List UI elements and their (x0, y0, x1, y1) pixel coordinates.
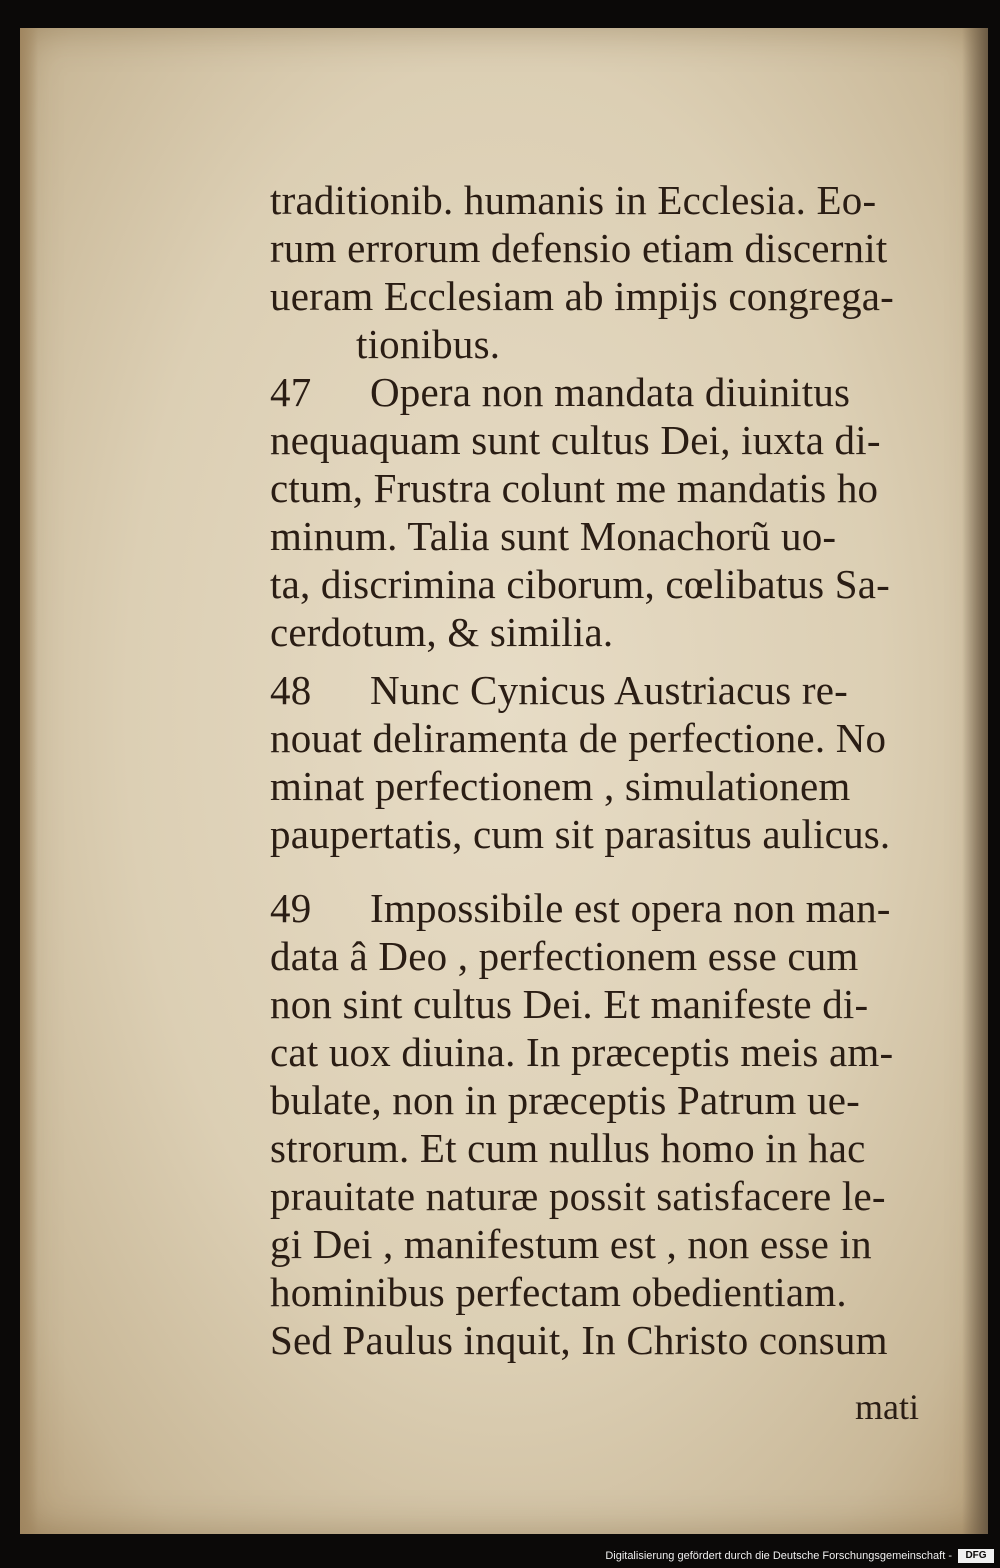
paragraph-47 (270, 368, 960, 656)
text-line: traditionib. humanis in Ecclesia. Eo- (270, 177, 877, 223)
paragraph-49 (270, 884, 960, 1364)
text-line: cerdotum, & similia. (270, 609, 614, 655)
paragraph-number: 49 (270, 885, 312, 931)
footer-bar (0, 1534, 1000, 1568)
text-line: strorum. Et cum nullus homo in hac (270, 1125, 866, 1171)
catchword: mati (855, 1387, 919, 1427)
text-line: gi Dei , manifestum est , non esse in (270, 1221, 872, 1267)
text-line: hominibus perfectam obedientiam. (270, 1269, 847, 1315)
text-line: ctum, Frustra colunt me mandatis ho (270, 465, 879, 511)
text-line: bulate, non in præceptis Patrum ue- (270, 1077, 860, 1123)
text-line: minum. Talia sunt Monachorũ uo- (270, 513, 837, 559)
text-line: paupertatis, cum sit parasitus aulicus. (270, 811, 891, 857)
text-line: ta, discrimina ciborum, cœlibatus Sa- (270, 561, 890, 607)
paragraph-number: 48 (270, 667, 312, 713)
funding-notice: Digitalisierung gefördert durch die Deutsche Forschungsgemeinschaft - (605, 1550, 952, 1562)
text-line: ueram Ecclesiam ab impijs congrega- (270, 273, 895, 319)
dfg-logo-icon: DFG (958, 1549, 994, 1563)
text-line: data â Deo , perfectionem esse cum (270, 933, 859, 979)
paragraph-number: 47 (270, 369, 312, 415)
book-page (20, 28, 988, 1534)
paragraph-48 (270, 666, 960, 858)
text-line: Nunc Cynicus Austriacus re- (370, 667, 848, 713)
text-line: prauitate naturæ possit satisfacere le- (270, 1173, 886, 1219)
text-line: tionibus. (356, 321, 501, 367)
page-text (270, 176, 960, 1364)
text-line: non sint cultus Dei. Et manifeste di- (270, 981, 869, 1027)
text-line: rum errorum defensio etiam discernit (270, 225, 888, 271)
text-line: Opera non mandata diuinitus (370, 369, 851, 415)
text-line: Impossibile est opera non man- (370, 885, 891, 931)
text-line: nequaquam sunt cultus Dei, iuxta di- (270, 417, 881, 463)
text-line: cat uox diuina. In præceptis meis am- (270, 1029, 894, 1075)
text-line: minat perfectionem , simulationem (270, 763, 851, 809)
text-line: Sed Paulus inquit, In Christo consum (270, 1317, 888, 1363)
text-line: nouat deliramenta de perfectione. No (270, 715, 887, 761)
